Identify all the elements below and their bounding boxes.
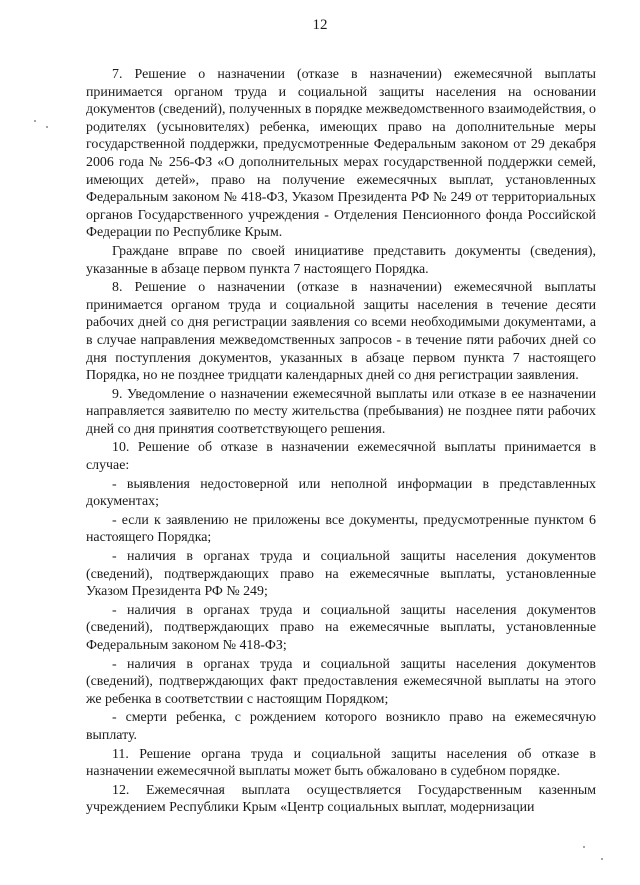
paragraph-12: 12. Ежемесячная выплата осуществляется Государственным казенным учреждением Республики Крым «Центр социальных выплат, модернизации xyxy=(86,782,596,816)
scan-speck xyxy=(34,120,36,122)
paragraph-9: 9. Уведомление о назначении ежемесячной выплаты или отказе в ее назначении направляется заявителю по месту жительства (пребывания) не позднее пяти рабочих дней со дня принятия соответствующего решения. xyxy=(86,386,596,437)
paragraph-8: 8. Решение о назначении (отказе в назначении) ежемесячной выплаты принимается органом труда и социальной защиты населения в течение десяти рабочих дней со дня регистрации заявления со всеми необходимыми документами, а в случае направления межведомственных запросов - в течение пяти рабочих дней со дня поступления документов, указанных в абзаце первом пункта 7 настоящего Порядка, но не позднее тридцати календарных дней со дня регистрации заявления. xyxy=(86,280,596,384)
page-number: 12 xyxy=(312,17,328,33)
list-item-decree-249: - наличия в органах труда и социальной защиты населения документов (сведений), подтверждающих право на ежемесячные выплаты, установленные Указом Президента РФ № 249; xyxy=(86,549,596,600)
paragraph-10: 10. Решение об отказе в назначении ежемесячной выплаты принимается в случае: xyxy=(86,440,596,474)
paragraph-11: 11. Решение органа труда и социальной защиты населения об отказе в назначении ежемесячной выплаты может быть обжаловано в судебном порядке. xyxy=(86,746,596,780)
list-item-missing-documents: - если к заявлению не приложены все документы, предусмотренные пунктом 6 настоящего Порядка; xyxy=(86,512,596,546)
scan-speck xyxy=(46,126,48,128)
scan-speck xyxy=(601,858,603,860)
document-body xyxy=(86,66,596,818)
list-item-duplicate-payment: - наличия в органах труда и социальной защиты населения документов (сведений), подтверждающих факт предоставления ежемесячной выплаты на этого же ребенка в соответствии с настоящим Порядком; xyxy=(86,656,596,707)
paragraph-7: 7. Решение о назначении (отказе в назначении) ежемесячной выплаты принимается органом труда и социальной защиты населения на основании документов (сведений), полученных в порядке межведомственного взаимодействия, о родителях (усыновителях) ребенка, имеющих право на дополнительные меры государственной поддержки, предусмотренные Федеральным законом от 29 декабря 2006 года № 256-ФЗ «О дополнительных мерах государственной поддержки семей, имеющих детей», право на получение ежемесячных выплат, установленных Федеральным законом № 418-ФЗ, Указом Президента РФ № 249 от территориальных органов Государственного учреждения - Отделения Пенсионного фонда Российской Федерации по Республике Крым. xyxy=(86,67,596,241)
list-item-law-418: - наличия в органах труда и социальной защиты населения документов (сведений), подтверждающих право на ежемесячные выплаты, установленные Федеральным законом № 418-ФЗ; xyxy=(86,602,596,653)
paragraph-citizens-right: Граждане вправе по своей инициативе представить документы (сведения), указанные в абзаце первом пункта 7 настоящего Порядка. xyxy=(86,243,596,277)
list-item-child-death: - смерти ребенка, с рождением которого возникло право на ежемесячную выплату. xyxy=(86,710,596,743)
scan-speck xyxy=(583,846,585,848)
list-item-unreliable-info: - выявления недостоверной или неполной информации в представленных документах; xyxy=(86,476,596,510)
